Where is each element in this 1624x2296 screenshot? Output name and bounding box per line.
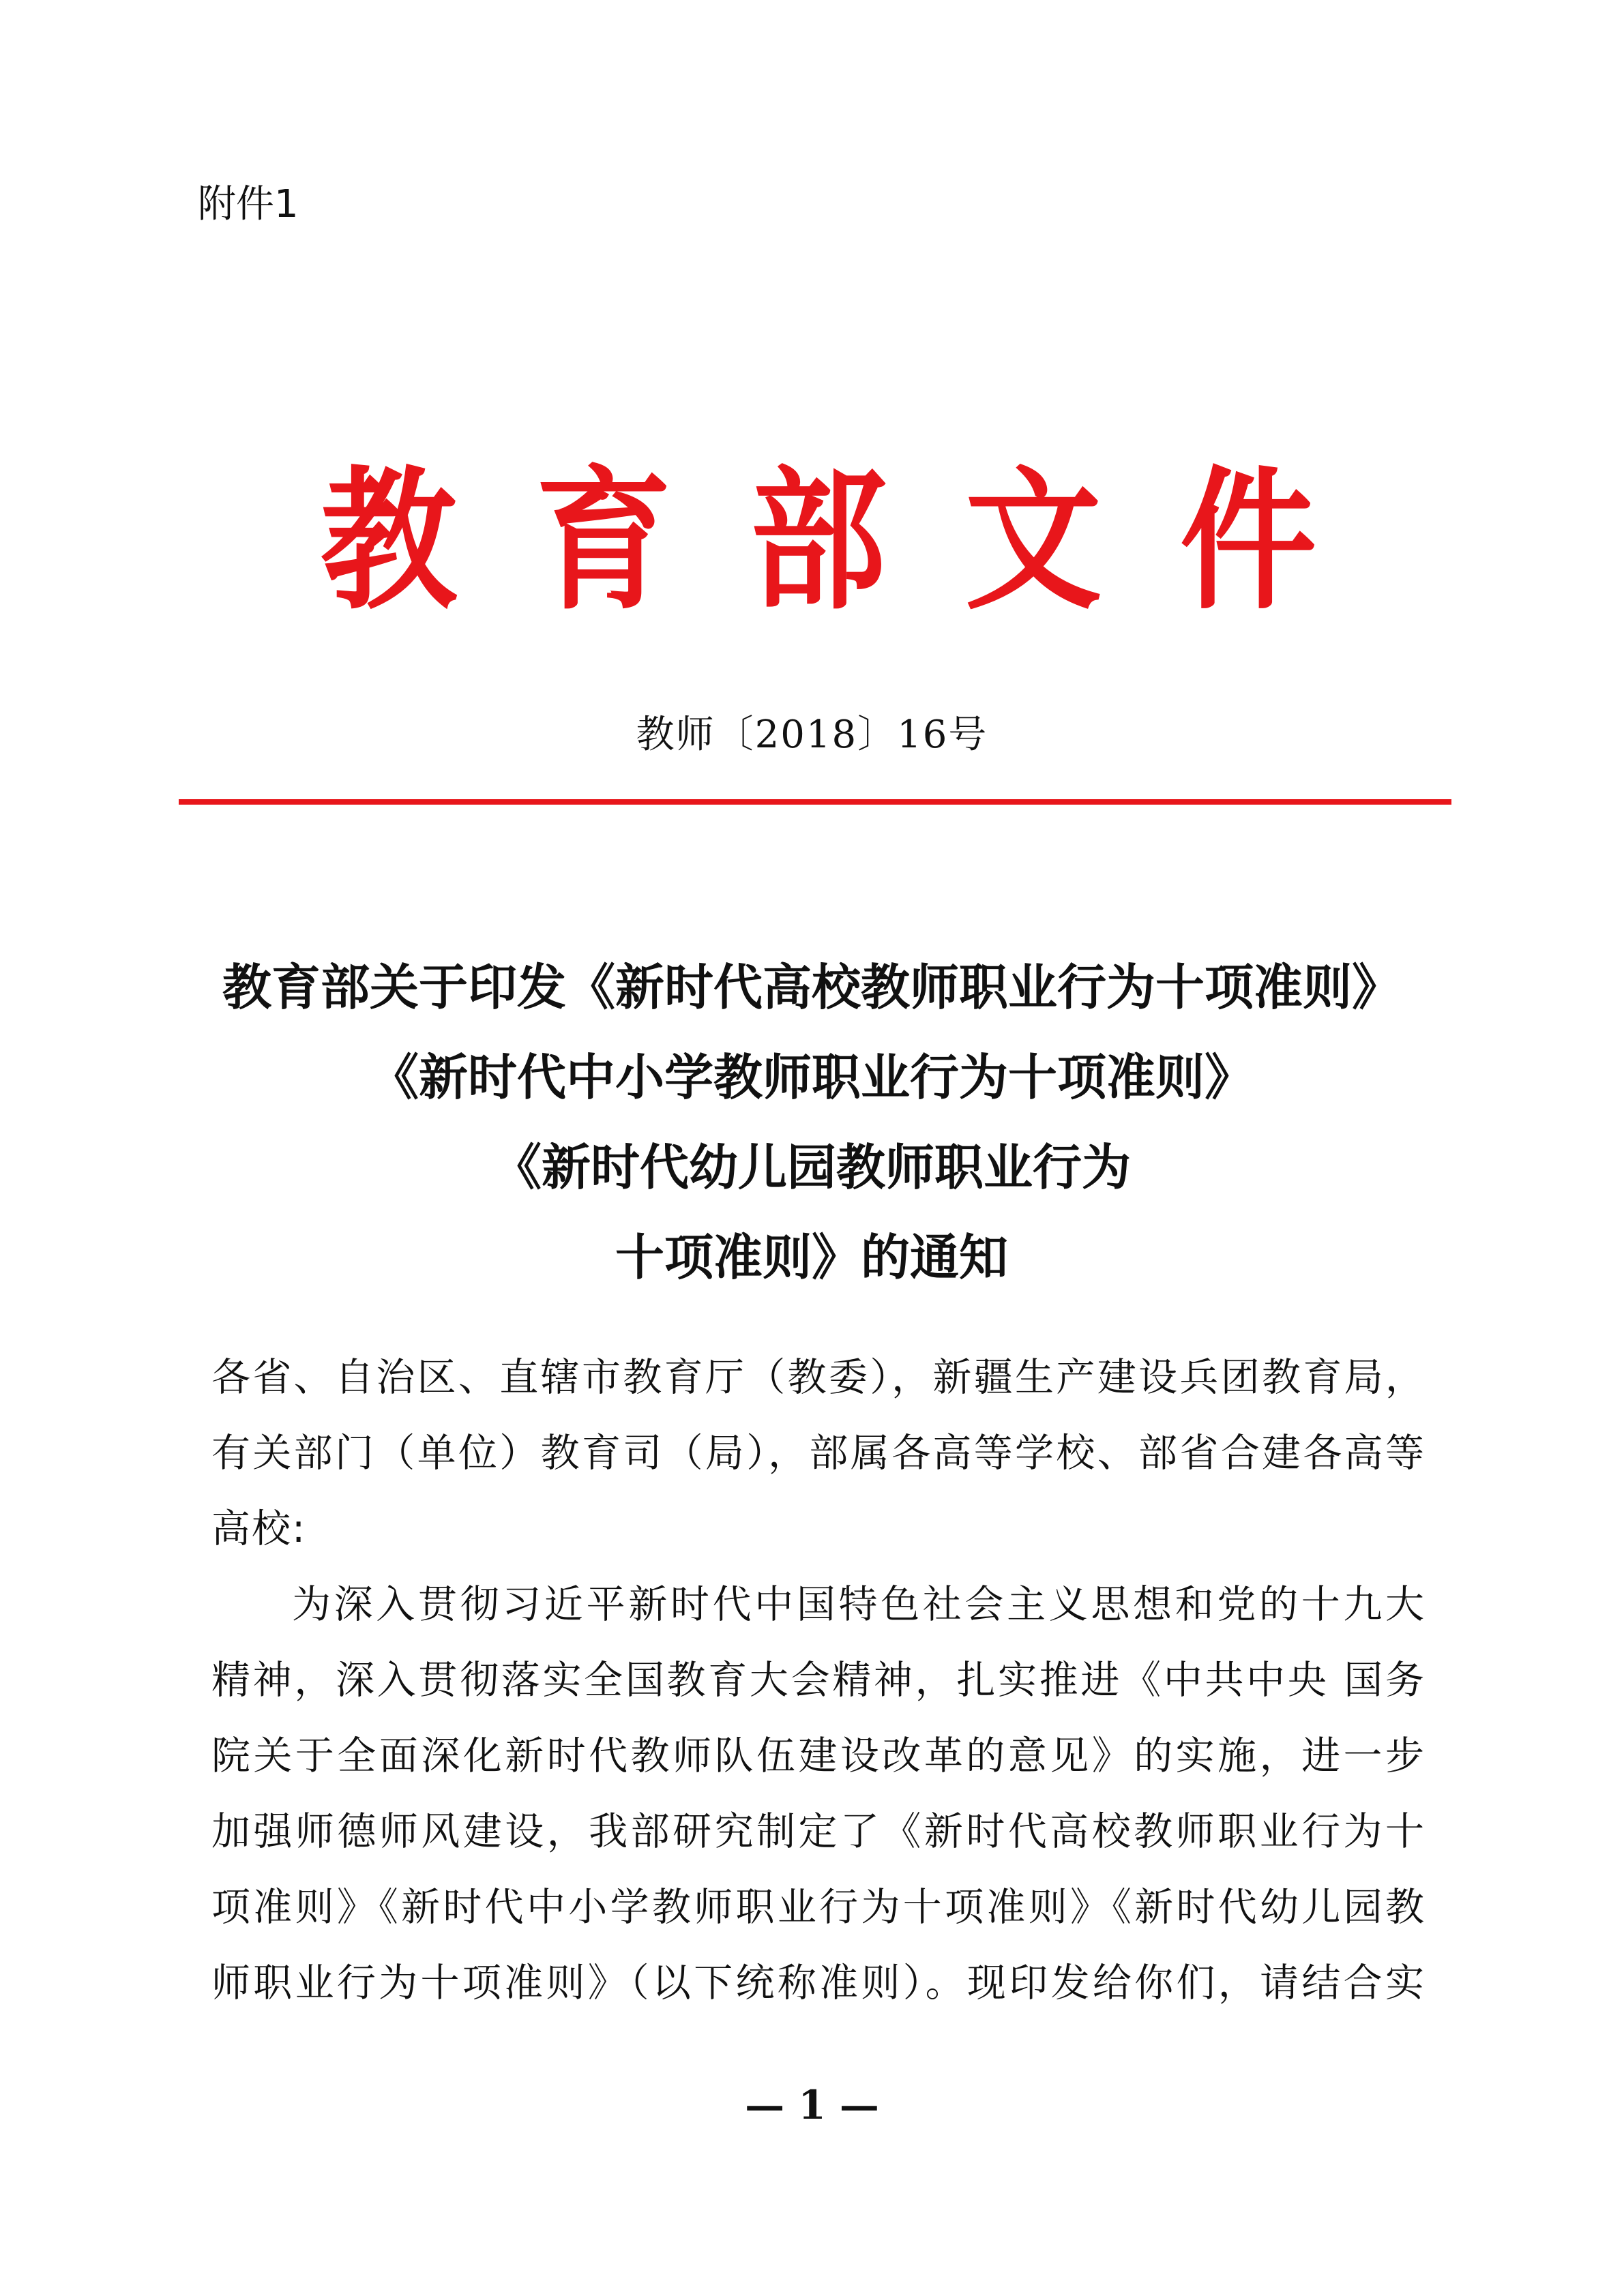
masthead-char: 文 bbox=[964, 452, 1102, 631]
masthead-char: 件 bbox=[1179, 452, 1316, 631]
paragraph-line: 师职业行为十项准则》（以下统称准则）。现印发给你们，请结合实 bbox=[211, 1960, 1426, 2006]
document-body bbox=[211, 1340, 1426, 2021]
paragraph-line: 精神，深入贯彻落实全国教育大会精神，扎实推进《中共中央 国务 bbox=[211, 1658, 1426, 1703]
red-divider-line bbox=[179, 799, 1451, 805]
title-line: 《新时代幼儿园教师职业行为 bbox=[492, 1138, 1131, 1196]
addressee-line: 各省、自治区、直辖市教育厅（教委），新疆生产建设兵团教育局， bbox=[211, 1355, 1426, 1400]
paragraph-line: 加强师德师风建设，我部研究制定了《新时代高校教师职业行为十 bbox=[211, 1809, 1426, 1854]
title-line: 教育部关于印发《新时代高校教师职业行为十项准则》 bbox=[222, 958, 1401, 1016]
title-line: 《新时代中小学教师职业行为十项准则》 bbox=[369, 1048, 1254, 1106]
addressee-line: 高校: bbox=[211, 1506, 307, 1551]
document-masthead bbox=[321, 452, 1316, 631]
paragraph-line: 项准则》《新时代中小学教师职业行为十项准则》《新时代幼儿园教 bbox=[211, 1885, 1426, 1930]
title-line: 十项准则》的通知 bbox=[615, 1228, 1008, 1286]
document-title bbox=[164, 942, 1460, 1302]
paragraph-line: 为深入贯彻习近平新时代中国特色社会主义思想和党的十九大 bbox=[292, 1582, 1426, 1627]
page-number: — 1 — bbox=[745, 2082, 879, 2128]
masthead-char: 教 bbox=[321, 452, 458, 631]
masthead-char: 部 bbox=[750, 452, 887, 631]
addressee-line: 有关部门（单位）教育司（局），部属各高等学校、部省合建各高等 bbox=[211, 1431, 1426, 1476]
attachment-label: 附件1 bbox=[198, 182, 299, 226]
masthead-char: 育 bbox=[535, 452, 672, 631]
paragraph-line: 院关于全面深化新时代教师队伍建设改革的意见》的实施，进一步 bbox=[211, 1733, 1426, 1778]
document-number: 教师〔2018〕16号 bbox=[636, 713, 988, 757]
